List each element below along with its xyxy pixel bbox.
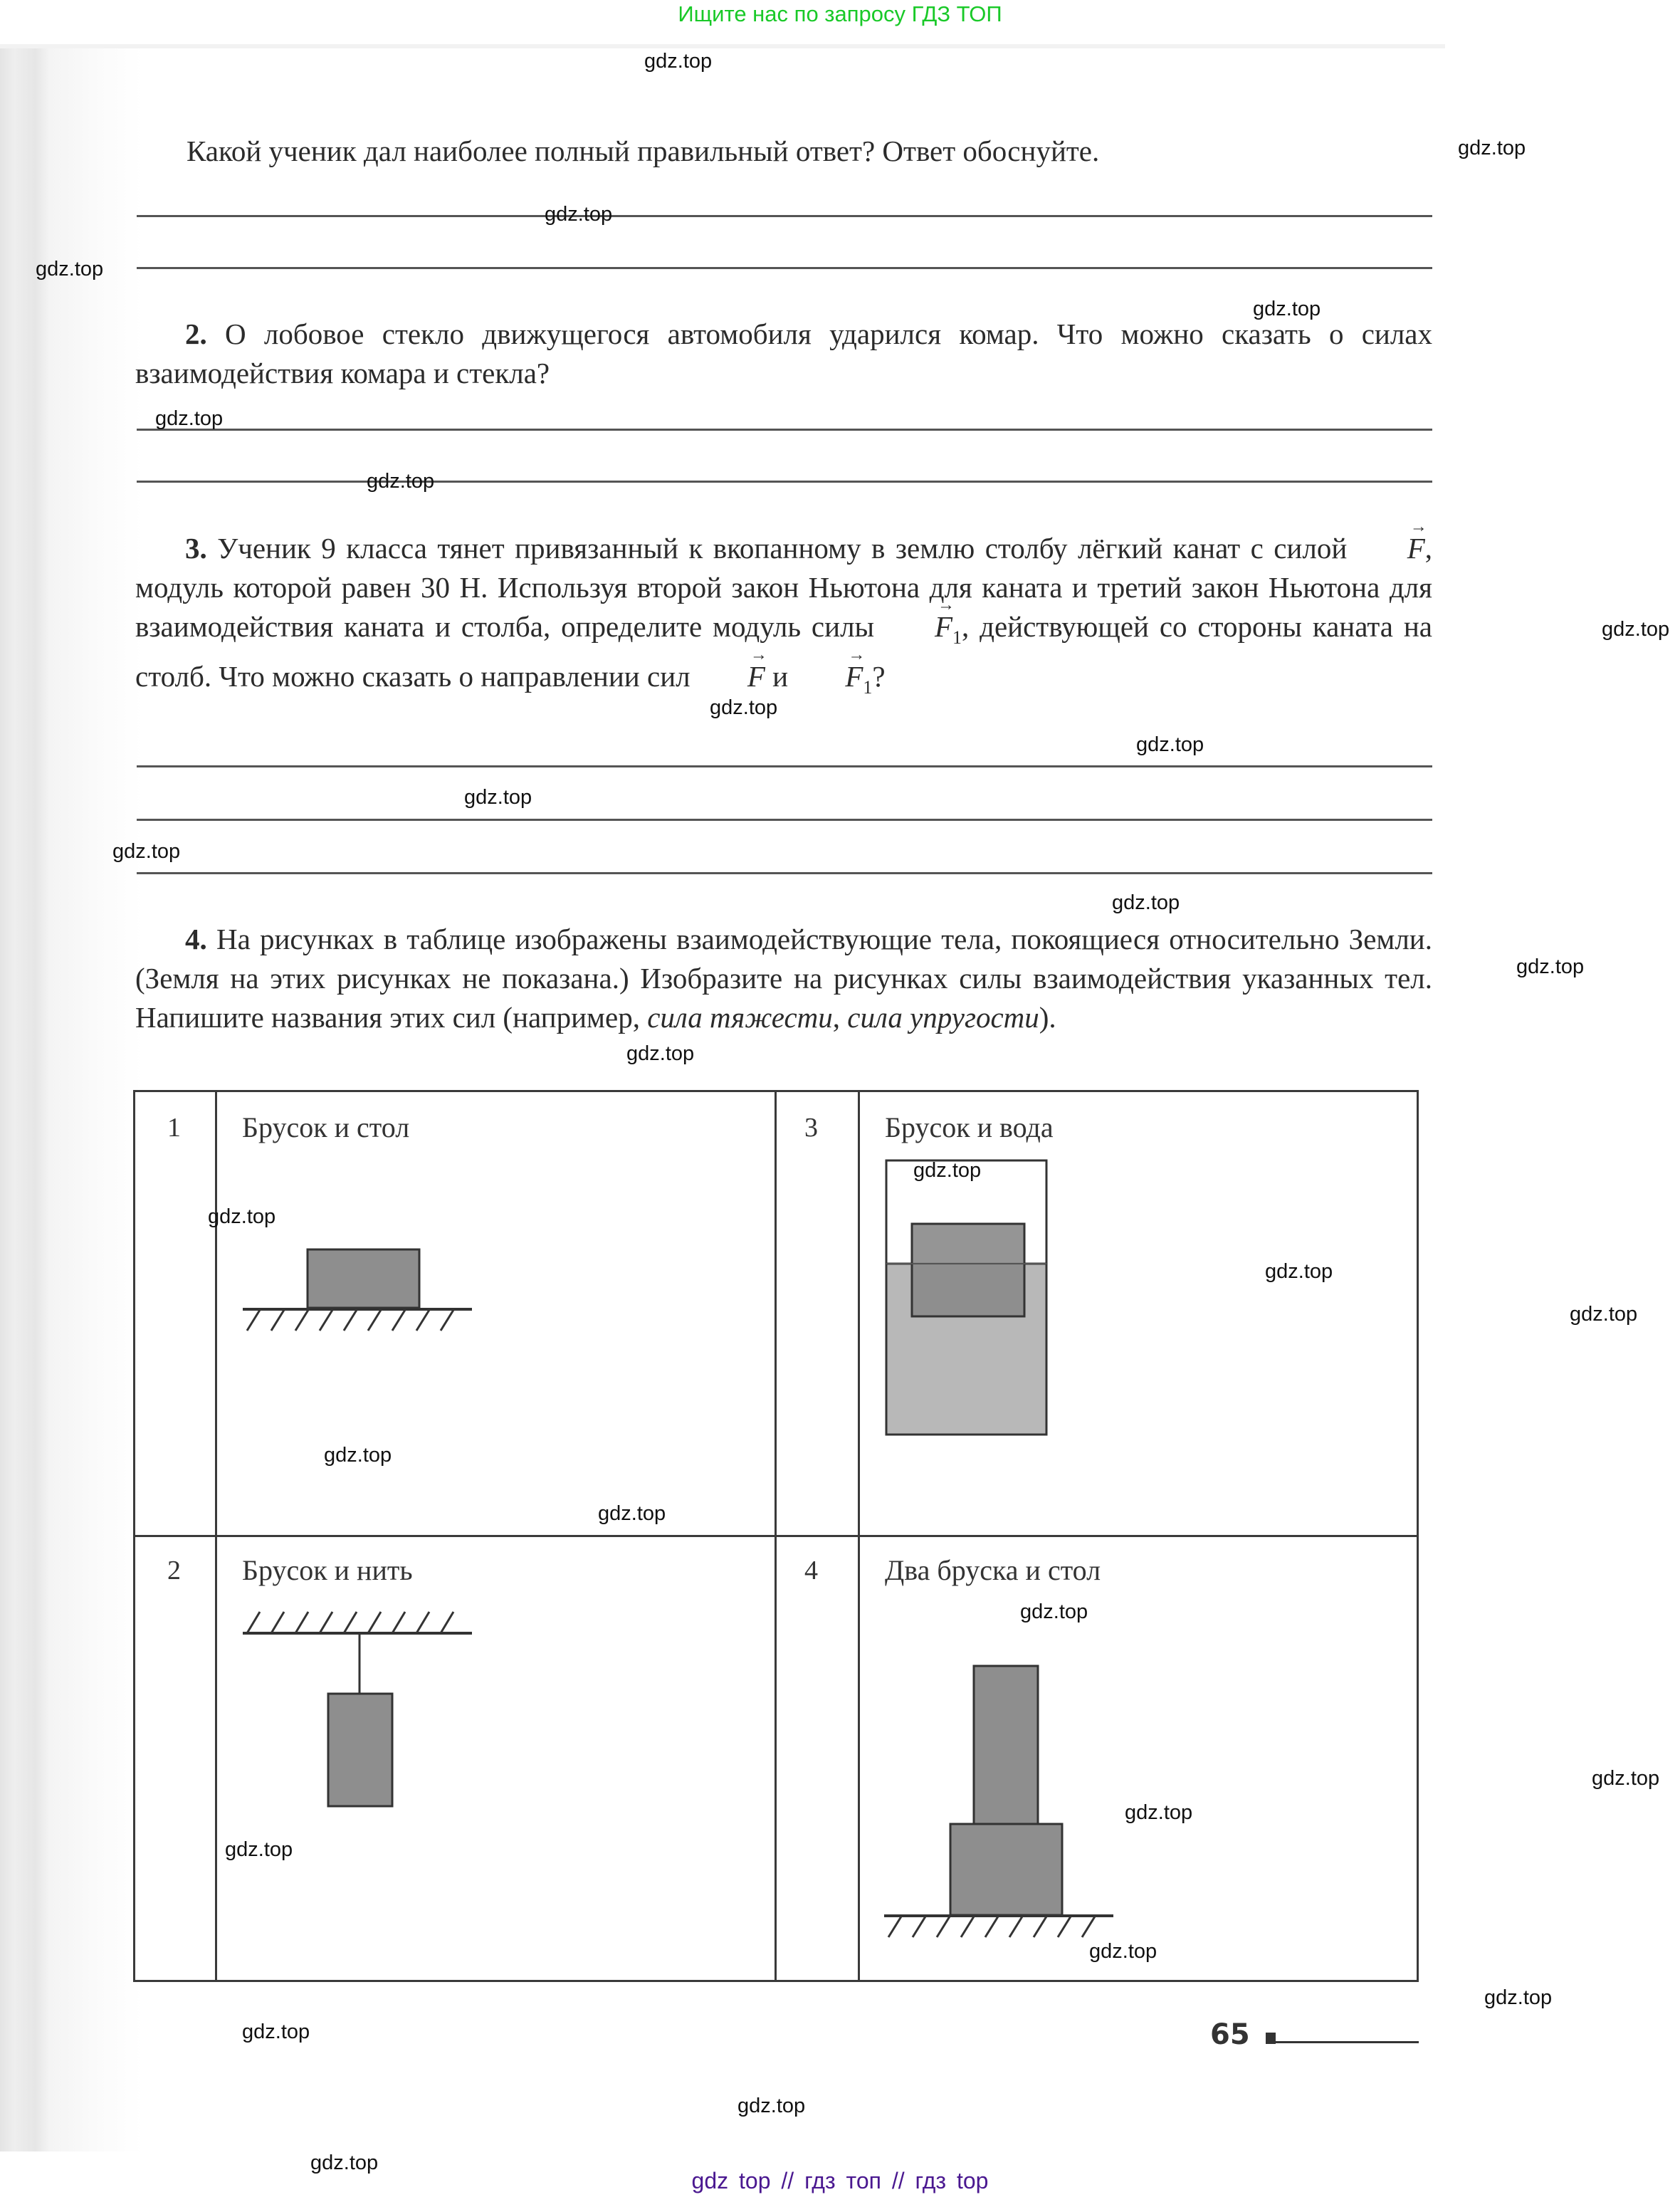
cell-2-title: Брусок и нить xyxy=(242,1554,413,1586)
answer-line[interactable] xyxy=(137,765,1432,767)
page-edge xyxy=(0,44,1445,48)
watermark: gdz.top xyxy=(36,258,104,281)
watermark: gdz.top xyxy=(155,407,224,430)
question-2-text: О лобовое стекло движущегося автомобиля ударился комар. Что можно сказать о силах взаимодействия комара и стекла? xyxy=(135,318,1433,389)
figures-table xyxy=(133,1090,1419,1982)
watermark: gdz.top xyxy=(1570,1303,1638,1326)
answer-line[interactable] xyxy=(137,267,1432,269)
watermark: gdz.top xyxy=(112,840,181,863)
watermark: gdz.top xyxy=(310,2151,379,2174)
vector-F1 xyxy=(885,607,962,657)
block-on-table-figure xyxy=(217,1156,772,1534)
vector-F: → F xyxy=(1358,529,1425,568)
vector-F1-subscript: 1 xyxy=(863,677,873,698)
question-3-text-1: Ученик 9 класса тянет привязанный к вкопанному в землю столбу лёгкий канат с силой xyxy=(217,532,1348,565)
watermark: gdz.top xyxy=(1265,1260,1333,1283)
answer-line[interactable] xyxy=(137,429,1432,431)
watermark: gdz.top xyxy=(1089,1940,1157,1963)
footer-links[interactable]: gdz top // гдз топ // гдз top xyxy=(691,2168,989,2193)
watermark: gdz.top xyxy=(1484,1986,1553,2009)
page-number-rule xyxy=(1276,2041,1419,2043)
answer-line[interactable] xyxy=(137,819,1432,821)
watermark: gdz.top xyxy=(208,1205,276,1228)
cell-4-number: 4 xyxy=(804,1556,818,1585)
vector-F1-letter: F xyxy=(934,610,952,643)
cell-1-number: 1 xyxy=(167,1113,181,1143)
question-3-end: ? xyxy=(872,660,886,693)
top-banner[interactable]: Ищите нас по запросу ГДЗ ТОП xyxy=(678,1,1002,26)
watermark: gdz.top xyxy=(1125,1801,1193,1824)
block-on-thread-figure xyxy=(217,1590,772,1975)
vector-F: → F xyxy=(698,657,765,696)
watermark: gdz.top xyxy=(737,2095,806,2117)
question-4-end: ). xyxy=(1039,1001,1056,1034)
watermark: gdz.top xyxy=(644,50,713,73)
question-1-tail: Какой ученик дал наиболее полный правильный ответ? Ответ обоснуйте. xyxy=(187,135,1100,167)
watermark: gdz.top xyxy=(1458,137,1526,159)
question-4-text: На рисунках в таблице изображены взаимодействующие тела, покоящиеся относительно Земли. (Земля на этих рисунках не показана.) Изобразите на рисунках силы взаимодействия указанных тел. Напишите названия этих сил (например, xyxy=(135,923,1433,1034)
cell-1-drawing-area[interactable] xyxy=(217,1156,772,1534)
question-3-text-2: , модуль которой равен 30 Н. Используя второй закон Ньютона для каната и третий закон Ньютона для взаимодействия каната и столба, определите модуль силы xyxy=(135,532,1433,643)
cell-3-title: Брусок и вода xyxy=(885,1111,1054,1143)
cell-4-drawing-area[interactable] xyxy=(860,1590,1415,1975)
watermark: gdz.top xyxy=(1112,891,1180,914)
cell-4-title: Два бруска и стол xyxy=(885,1554,1101,1586)
two-blocks-on-table-figure xyxy=(860,1590,1415,1975)
block-in-water-figure xyxy=(860,1156,1415,1534)
question-3 xyxy=(135,529,1432,707)
watermark: gdz.top xyxy=(913,1159,982,1182)
watermark: gdz.top xyxy=(545,203,613,226)
comma: , xyxy=(832,1001,841,1034)
example-elastic: сила упругости xyxy=(847,1001,1039,1034)
watermark: gdz.top xyxy=(1136,733,1204,756)
watermark: gdz.top xyxy=(1602,618,1670,641)
example-gravity: сила тяжести xyxy=(647,1001,833,1034)
page-number-marker xyxy=(1266,2033,1276,2044)
cell-2-number: 2 xyxy=(167,1556,181,1585)
vector-F1-letter: F xyxy=(845,660,863,693)
watermark: gdz.top xyxy=(1020,1600,1088,1623)
page-number: 65 xyxy=(1210,2018,1250,2051)
watermark: gdz.top xyxy=(324,1444,392,1467)
watermark: gdz.top xyxy=(1592,1767,1660,1790)
watermark: gdz.top xyxy=(242,2020,310,2043)
cell-3-drawing-area[interactable] xyxy=(860,1156,1415,1534)
answer-line[interactable] xyxy=(137,481,1432,483)
cell-1-title: Брусок и стол xyxy=(242,1111,410,1143)
question-2 xyxy=(135,315,1432,393)
watermark: gdz.top xyxy=(1516,955,1585,978)
watermark: gdz.top xyxy=(1253,298,1321,320)
watermark: gdz.top xyxy=(598,1502,666,1525)
question-4 xyxy=(135,920,1432,1037)
watermark: gdz.top xyxy=(464,786,532,809)
watermark: gdz.top xyxy=(626,1042,695,1065)
vector-F1-subscript: 1 xyxy=(952,627,962,648)
question-3-number: 3. xyxy=(185,532,207,565)
watermark: gdz.top xyxy=(710,696,778,719)
answer-line[interactable] xyxy=(137,215,1432,217)
cell-3-number: 3 xyxy=(804,1113,818,1143)
question-3-and: и xyxy=(772,660,789,693)
cell-2-drawing-area[interactable] xyxy=(217,1590,772,1975)
watermark: gdz.top xyxy=(225,1838,293,1861)
vector-F1 xyxy=(795,657,872,707)
question-2-number: 2. xyxy=(185,318,207,350)
question-3-text-3: , действующей со стороны каната на столб. Что можно сказать о направлении сил xyxy=(135,610,1432,693)
answer-line[interactable] xyxy=(137,872,1432,874)
question-4-number: 4. xyxy=(185,923,207,955)
row-divider xyxy=(135,1535,1417,1537)
watermark: gdz.top xyxy=(367,470,435,493)
